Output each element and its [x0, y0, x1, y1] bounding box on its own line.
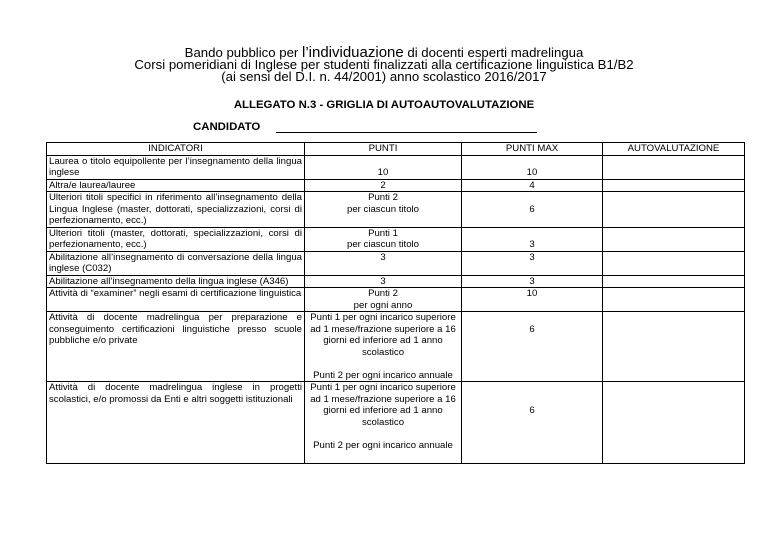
- header-indicatori: INDICATORI: [47, 143, 305, 156]
- header-punti: PUNTI: [305, 143, 462, 156]
- points-cell: 2: [305, 179, 462, 192]
- points-cell: Punti 1 per ogni incarico superiore ad 1 mese/frazione superiore a 16 giorni ed inferiore ad 1 anno scolastico Punti 2 per ogni incarico annuale: [305, 382, 462, 464]
- indicator-cell: Altra/e laurea/lauree: [47, 179, 305, 192]
- indicator-cell: Abilitazione all’insegnamento di conversazione della lingua inglese (C032): [47, 251, 305, 275]
- self-evaluation-cell[interactable]: [603, 251, 745, 275]
- candidato-name-line[interactable]: [276, 132, 537, 133]
- max-points-cell: 6: [462, 192, 603, 228]
- table-row: [47, 155, 745, 179]
- max-points-cell: 3: [462, 227, 603, 251]
- max-points-cell: 6: [462, 382, 603, 464]
- header-line-3: (ai sensi del D.I. n. 44/2001) anno scolastico 2016/2017: [221, 69, 547, 84]
- table-row: [47, 251, 745, 275]
- table-row: [47, 227, 745, 251]
- points-cell: Punti 2 per ogni anno: [305, 288, 462, 312]
- indicator-cell: Laurea o titolo equipollente per l’insegnamento della lingua inglese: [47, 155, 305, 179]
- header-line-1: Bando pubblico per l’individuazione di docenti esperti madrelingua: [184, 44, 584, 61]
- points-cell: 10: [305, 155, 462, 179]
- max-points-cell: 3: [462, 251, 603, 275]
- table-row: [47, 192, 745, 228]
- table-row: [47, 382, 745, 464]
- self-evaluation-cell[interactable]: [603, 382, 745, 464]
- indicator-cell: Attività di “examiner” negli esami di certificazione linguistica: [47, 288, 305, 312]
- header-line-2: Corsi pomeridiani di Inglese per studenti finalizzati alla certificazione linguistica B1/B2: [134, 57, 634, 72]
- points-cell: 3: [305, 251, 462, 275]
- points-cell: Punti 1 per ciascun titolo: [305, 227, 462, 251]
- points-cell: Punti 2 per ciascun titolo: [305, 192, 462, 228]
- table-row: [47, 179, 745, 192]
- indicator-cell: Attività di docente madrelingua inglese in progetti scolastici, e/o promossi da Enti e altri soggetti istituzionali: [47, 382, 305, 464]
- points-cell: Punti 1 per ogni incarico superiore ad 1 mese/frazione superiore a 16 giorni ed inferiore ad 1 anno scolastico Punti 2 per ogni incarico annuale: [305, 312, 462, 382]
- self-evaluation-cell[interactable]: [603, 179, 745, 192]
- candidato-label: CANDIDATO: [193, 121, 261, 133]
- self-evaluation-cell[interactable]: [603, 275, 745, 288]
- self-evaluation-cell[interactable]: [603, 192, 745, 228]
- indicator-cell: Ulteriori titoli (master, dottorati, specializzazioni, corsi di perfezionamento, ecc.): [47, 227, 305, 251]
- self-evaluation-cell[interactable]: [603, 155, 745, 179]
- table-header-row: [47, 143, 745, 156]
- max-points-cell: 6: [462, 312, 603, 382]
- table-row: [47, 312, 745, 382]
- header-punti-max: PUNTI MAX: [462, 143, 603, 156]
- max-points-cell: 10: [462, 288, 603, 312]
- max-points-cell: 4: [462, 179, 603, 192]
- table-row: [47, 275, 745, 288]
- self-evaluation-cell[interactable]: [603, 312, 745, 382]
- document-header: [0, 44, 768, 84]
- header-autovalutazione: AUTOVALUTAZIONE: [603, 143, 745, 156]
- indicator-cell: Ulteriori titoli specifici in riferimento all’insegnamento della Lingua Inglese (master, dottorati, specializzazioni, corsi di perfezionamento, ecc.): [47, 192, 305, 228]
- evaluation-grid: [46, 142, 745, 464]
- self-evaluation-cell[interactable]: [603, 227, 745, 251]
- max-points-cell: 3: [462, 275, 603, 288]
- indicator-cell: Attività di docente madrelingua per preparazione e conseguimento certificazioni linguistiche presso scuole pubbliche e/o private: [47, 312, 305, 382]
- self-evaluation-cell[interactable]: [603, 288, 745, 312]
- table-row: [47, 288, 745, 312]
- allegato-title: ALLEGATO N.3 - GRIGLIA DI AUTOAUTOVALUTAZIONE: [233, 99, 535, 111]
- points-cell: 3: [305, 275, 462, 288]
- indicator-cell: Abilitazione all’insegnamento della lingua inglese (A346): [47, 275, 305, 288]
- max-points-cell: 10: [462, 155, 603, 179]
